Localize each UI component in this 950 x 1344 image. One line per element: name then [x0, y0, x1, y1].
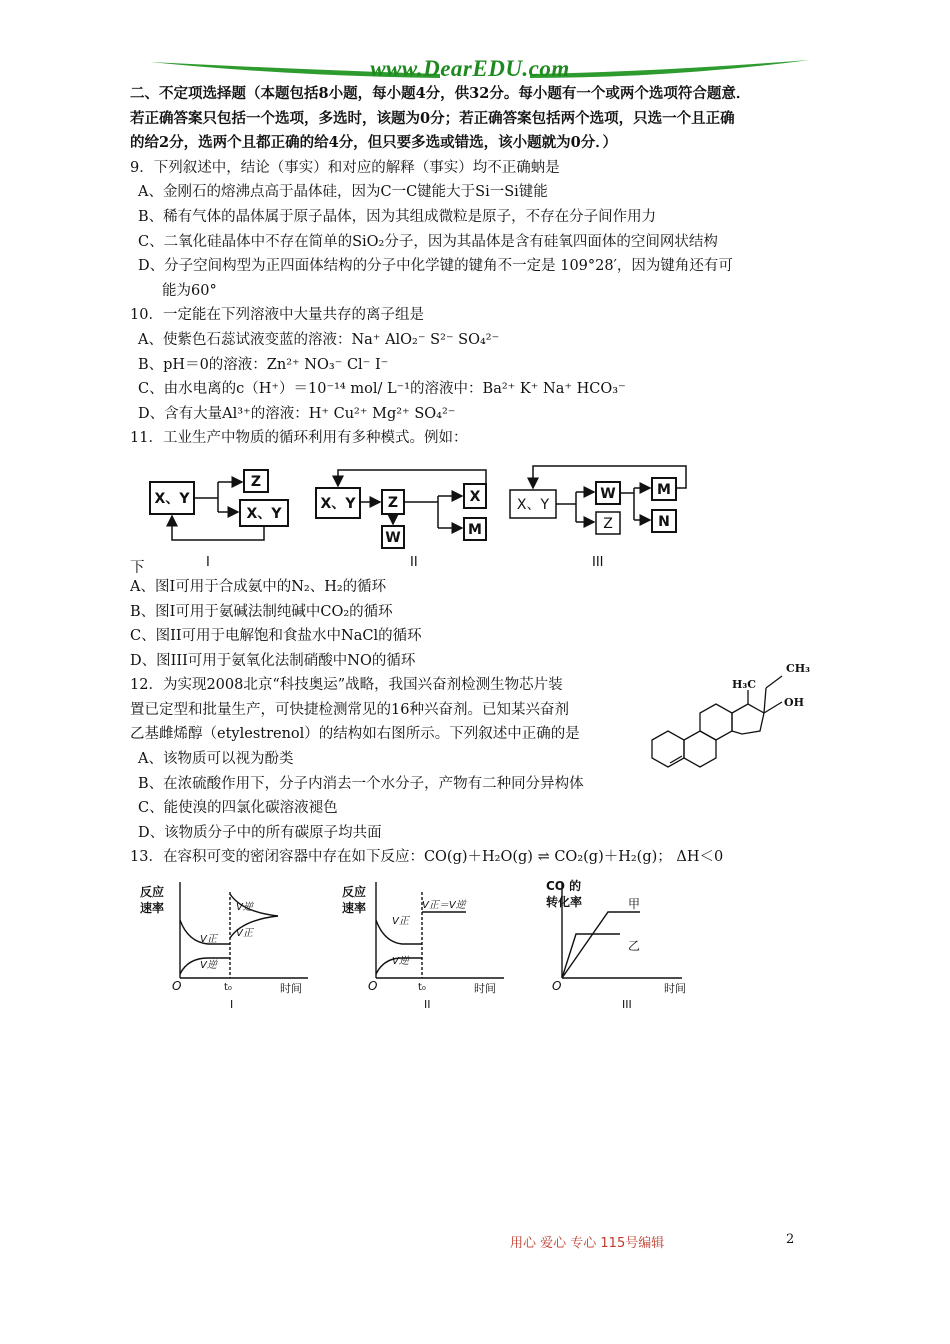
diag2-label: II	[410, 555, 418, 570]
q13-stem: 13．在容积可变的密闭容器中存在如下反应：CO(g)＋H₂O(g) ⇌ CO₂(g)＋H₂(g)； ΔH＜0	[130, 849, 724, 866]
g1-v-forward: V正	[200, 934, 217, 945]
q11-option-a: A、图I可用于合成氨中的N₂、H₂的循环	[130, 578, 387, 595]
graphs-svg	[130, 878, 690, 1016]
q10-option-c: C、由水电离的c（H⁺）＝10⁻¹⁴ mol/ L⁻¹的溶液中：Ba²⁺ K⁺ Na⁺ HCO₃⁻	[138, 381, 626, 398]
label-h3c: H₃C	[732, 678, 756, 691]
g2-v-equal: V正＝V逆	[422, 900, 466, 911]
footer-text: 用心 爱心 专心 115号编辑	[510, 1236, 665, 1251]
g2-ylabel-2: 速率	[342, 901, 367, 915]
diag1-label: I	[206, 555, 210, 570]
diag3-label: III	[592, 555, 604, 570]
g1-v-reverse-2: V逆	[236, 902, 253, 913]
diag2-box-z: Z	[387, 495, 399, 511]
q10-option-d: D、含有大量Al³⁺的溶液：H⁺ Cu²⁺ Mg²⁺ SO₄²⁻	[138, 405, 456, 422]
q11-below-text: 下	[130, 559, 145, 576]
q12-stem-3: 乙基雌烯醇（etylestrenol）的结构如右图所示。下列叙述中正确的是	[130, 726, 580, 743]
label-ch3: CH₃	[786, 662, 810, 675]
diag1-box-z: Z	[250, 474, 262, 490]
g2-t0: t₀	[418, 982, 426, 993]
diag2-box-x: X	[469, 489, 481, 505]
g2-label: II	[424, 998, 431, 1011]
g3-jia: 甲	[628, 897, 641, 911]
g1-origin: O	[172, 979, 182, 993]
diag3-box-w: W	[600, 486, 616, 502]
q10-stem: 10．一定能在下列溶液中大量共存的离子组是	[130, 307, 424, 324]
q10-option-b: B、pH＝0的溶液：Zn²⁺ NO₃⁻ Cl⁻ I⁻	[138, 356, 389, 373]
g1-ylabel-2: 速率	[140, 901, 165, 915]
diag2-box-xy: X、Y	[320, 496, 356, 512]
diag3-box-m: M	[657, 482, 671, 498]
section-header-3: 的给2分，选两个且都正确的给4分，但只要多选或错选，该小题就为0分．）	[130, 134, 618, 152]
q10-option-a: A、使紫色石蕊试液变蓝的溶液：Na⁺ AlO₂⁻ S²⁻ SO₄²⁻	[138, 331, 500, 348]
section-header-2: 若正确答案只包括一个选项，多选时，该题为0分；若正确答案包括两个选项，只选一个且正确	[130, 109, 735, 127]
g1-v-forward-2: V正	[236, 928, 253, 939]
q9-option-d: D、分子空间构型为正四面体结构的分子中化学键的键角不一定是 109°28′，因为键角还有可	[138, 258, 733, 275]
diag1-box-xy2: X、Y	[246, 506, 282, 522]
q11-stem: 11．工业生产中物质的循环利用有多种模式。例如：	[130, 430, 468, 447]
banner-text[interactable]: www.DearEDU.com	[370, 56, 570, 81]
g1-ylabel-1: 反应	[140, 885, 165, 899]
q11-option-c: C、图II可用于电解饱和食盐水中NaCl的循环	[130, 628, 422, 645]
section-header-1: 二、不定项选择题（本题包括8小题，每小题4分，供32分。每小题有一个或两个选项符合题意．	[130, 85, 751, 102]
g1-xlabel: 时间	[280, 982, 302, 995]
g3-ylabel-1: CO 的	[546, 879, 582, 893]
diag2-box-w: W	[385, 530, 401, 546]
q11-flow-diagrams	[136, 462, 696, 577]
diag2-box-m: M	[468, 522, 482, 538]
g3-label: III	[622, 998, 632, 1011]
g3-origin: O	[552, 979, 562, 993]
g2-v-forward: V正	[392, 916, 409, 927]
g2-xlabel: 时间	[474, 982, 496, 995]
q12-steroid-structure	[642, 658, 812, 778]
diag3-box-xy: X、Y	[516, 497, 550, 513]
q11-option-b: B、图I可用于氨碱法制纯碱中CO₂的循环	[130, 603, 393, 620]
g1-label: I	[230, 998, 234, 1011]
q9-option-b: B、稀有气体的晶体属于原子晶体，因为其组成微粒是原子，不存在分子间作用力	[138, 208, 657, 225]
diag3-box-z: Z	[603, 516, 613, 532]
q12-option-c: C、能使溴的四氯化碳溶液褪色	[138, 800, 338, 817]
q12-option-d: D、该物质分子中的所有碳原子均共面	[138, 824, 382, 841]
q13-graphs	[130, 878, 690, 1016]
structure-svg	[642, 658, 812, 778]
q12-option-a: A、该物质可以视为酚类	[138, 751, 294, 768]
q9-option-a: A、金刚石的熔沸点高于晶体硅，因为C一C键能大于Si一Si键能	[138, 184, 548, 201]
q11-option-d: D、图III可用于氨氧化法制硝酸中NO的循环	[130, 652, 416, 669]
g1-v-reverse: V逆	[200, 960, 217, 971]
q9-stem: 9．下列叙述中，结论（事实）和对应的解释（事实）均不正确蚋是	[130, 159, 560, 176]
diag3-box-n: N	[658, 514, 670, 530]
g3-ylabel-2: 转化率	[546, 895, 583, 909]
flow-svg	[136, 462, 696, 577]
g3-xlabel: 时间	[664, 982, 686, 995]
page-number: 2	[786, 1232, 795, 1247]
g1-t0: t₀	[224, 982, 232, 993]
g2-v-reverse: V逆	[392, 956, 409, 967]
g2-origin: O	[368, 979, 378, 993]
q12-stem-2: 置已定型和批量生产，可快捷检测常见的16种兴奋剂。已知某兴奋剂	[130, 701, 569, 718]
label-oh: OH	[784, 696, 804, 709]
q12-option-b: B、在浓硫酸作用下，分子内消去一个水分子，产物有二种同分异构体	[138, 775, 584, 792]
q9-option-d-cont: 能为60°	[162, 282, 217, 299]
q9-option-c: C、二氧化硅晶体中不存在简单的SiO₂分子，因为其晶体是含有硅氧四面体的空间网状结构	[138, 233, 718, 250]
g2-ylabel-1: 反应	[342, 885, 367, 899]
diag1-box-xy: X、Y	[154, 491, 190, 507]
q12-stem-1: 12．为实现2008北京“科技奥运”战略，我国兴奋剂检测生物芯片装	[130, 677, 563, 694]
g3-yi: 乙	[628, 939, 641, 953]
